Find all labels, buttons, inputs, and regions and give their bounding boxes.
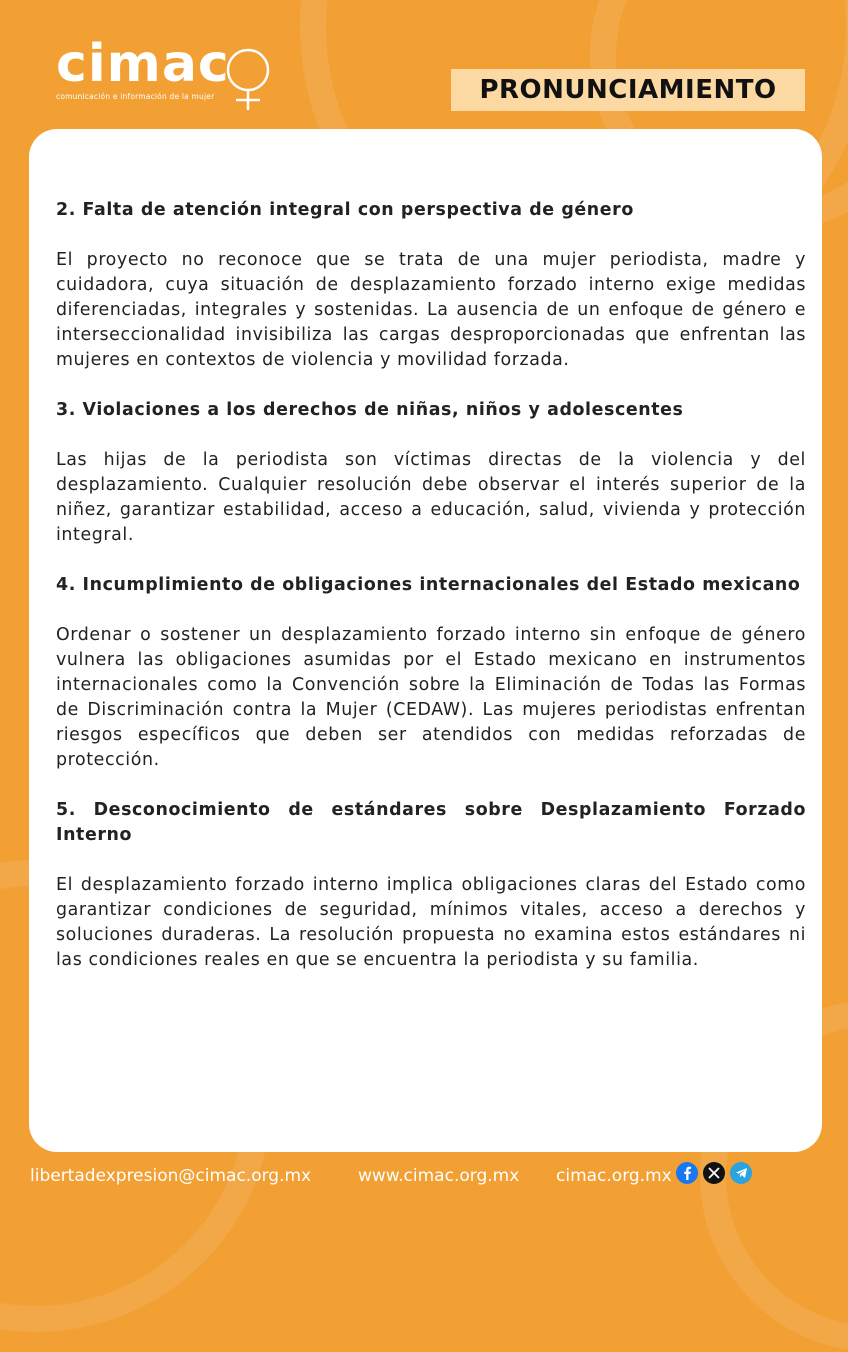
page-title: PRONUNCIAMIENTO: [451, 69, 805, 111]
section-paragraph: Las hijas de la periodista son víctimas directas de la violencia y del desplazamiento. Cualquier resolución debe observar el interés superior de la niñez, garantizar estabilidad, acceso a educación, salud, vivienda y protección integral.: [56, 450, 806, 545]
document-body: [56, 198, 806, 973]
spacer: [56, 773, 806, 798]
spacer: [56, 373, 806, 398]
section-paragraph: El desplazamiento forzado interno implica obligaciones claras del Estado como garantizar condiciones de seguridad, mínimos vitales, acceso a derechos y soluciones duraderas. La resolución propuesta no examina estos estándares ni las condiciones reales en que se encuentra la periodista y su familia.: [56, 875, 806, 970]
x-icon[interactable]: [703, 1162, 725, 1184]
logo-tagline: comunicación e información de la mujer: [56, 92, 215, 101]
spacer: [56, 598, 806, 623]
telegram-icon[interactable]: [730, 1162, 752, 1184]
section-heading: 4. Incumplimiento de obligaciones internacionales del Estado mexicano: [56, 575, 801, 595]
footer-website-link[interactable]: www.cimac.org.mx: [358, 1166, 520, 1186]
section-heading: 2. Falta de atención integral con perspectiva de género: [56, 200, 634, 220]
spacer: [56, 423, 806, 448]
spacer: [56, 848, 806, 873]
section-paragraph: El proyecto no reconoce que se trata de una mujer periodista, madre y cuidadora, cuya situación de desplazamiento forzado interno exige medidas diferenciadas, integrales y sostenidas. La ausencia de un enfoque de género e interseccionalidad invisibiliza las cargas desproporcionadas que enfrentan las mujeres en contextos de violencia y movilidad forzada.: [56, 250, 806, 370]
spacer: [56, 223, 806, 248]
spacer: [56, 548, 806, 573]
logo-wordmark: cimac: [56, 34, 230, 94]
footer-email-link[interactable]: libertadexpresion@cimac.org.mx: [30, 1166, 312, 1186]
section-paragraph: Ordenar o sostener un desplazamiento forzado interno sin enfoque de género vulnera las obligaciones asumidas por el Estado mexicano en instrumentos internacionales como la Convención sobre la Eliminación de Todas las Formas de Discriminación contra la Mujer (CEDAW). Las mujeres periodistas enfrentan riesgos específicos que deben ser atendidos con medidas reforzadas de protección.: [56, 625, 806, 770]
female-symbol-icon: [224, 44, 292, 136]
footer-handle: cimac.org.mx: [556, 1166, 672, 1186]
social-icons: [676, 1162, 752, 1184]
section-heading: 5. Desconocimiento de estándares sobre Desplazamiento Forzado Interno: [56, 800, 806, 845]
cimac-logo: [56, 34, 230, 101]
section-heading: 3. Violaciones a los derechos de niñas, niños y adolescentes: [56, 400, 684, 420]
facebook-icon[interactable]: [676, 1162, 698, 1184]
